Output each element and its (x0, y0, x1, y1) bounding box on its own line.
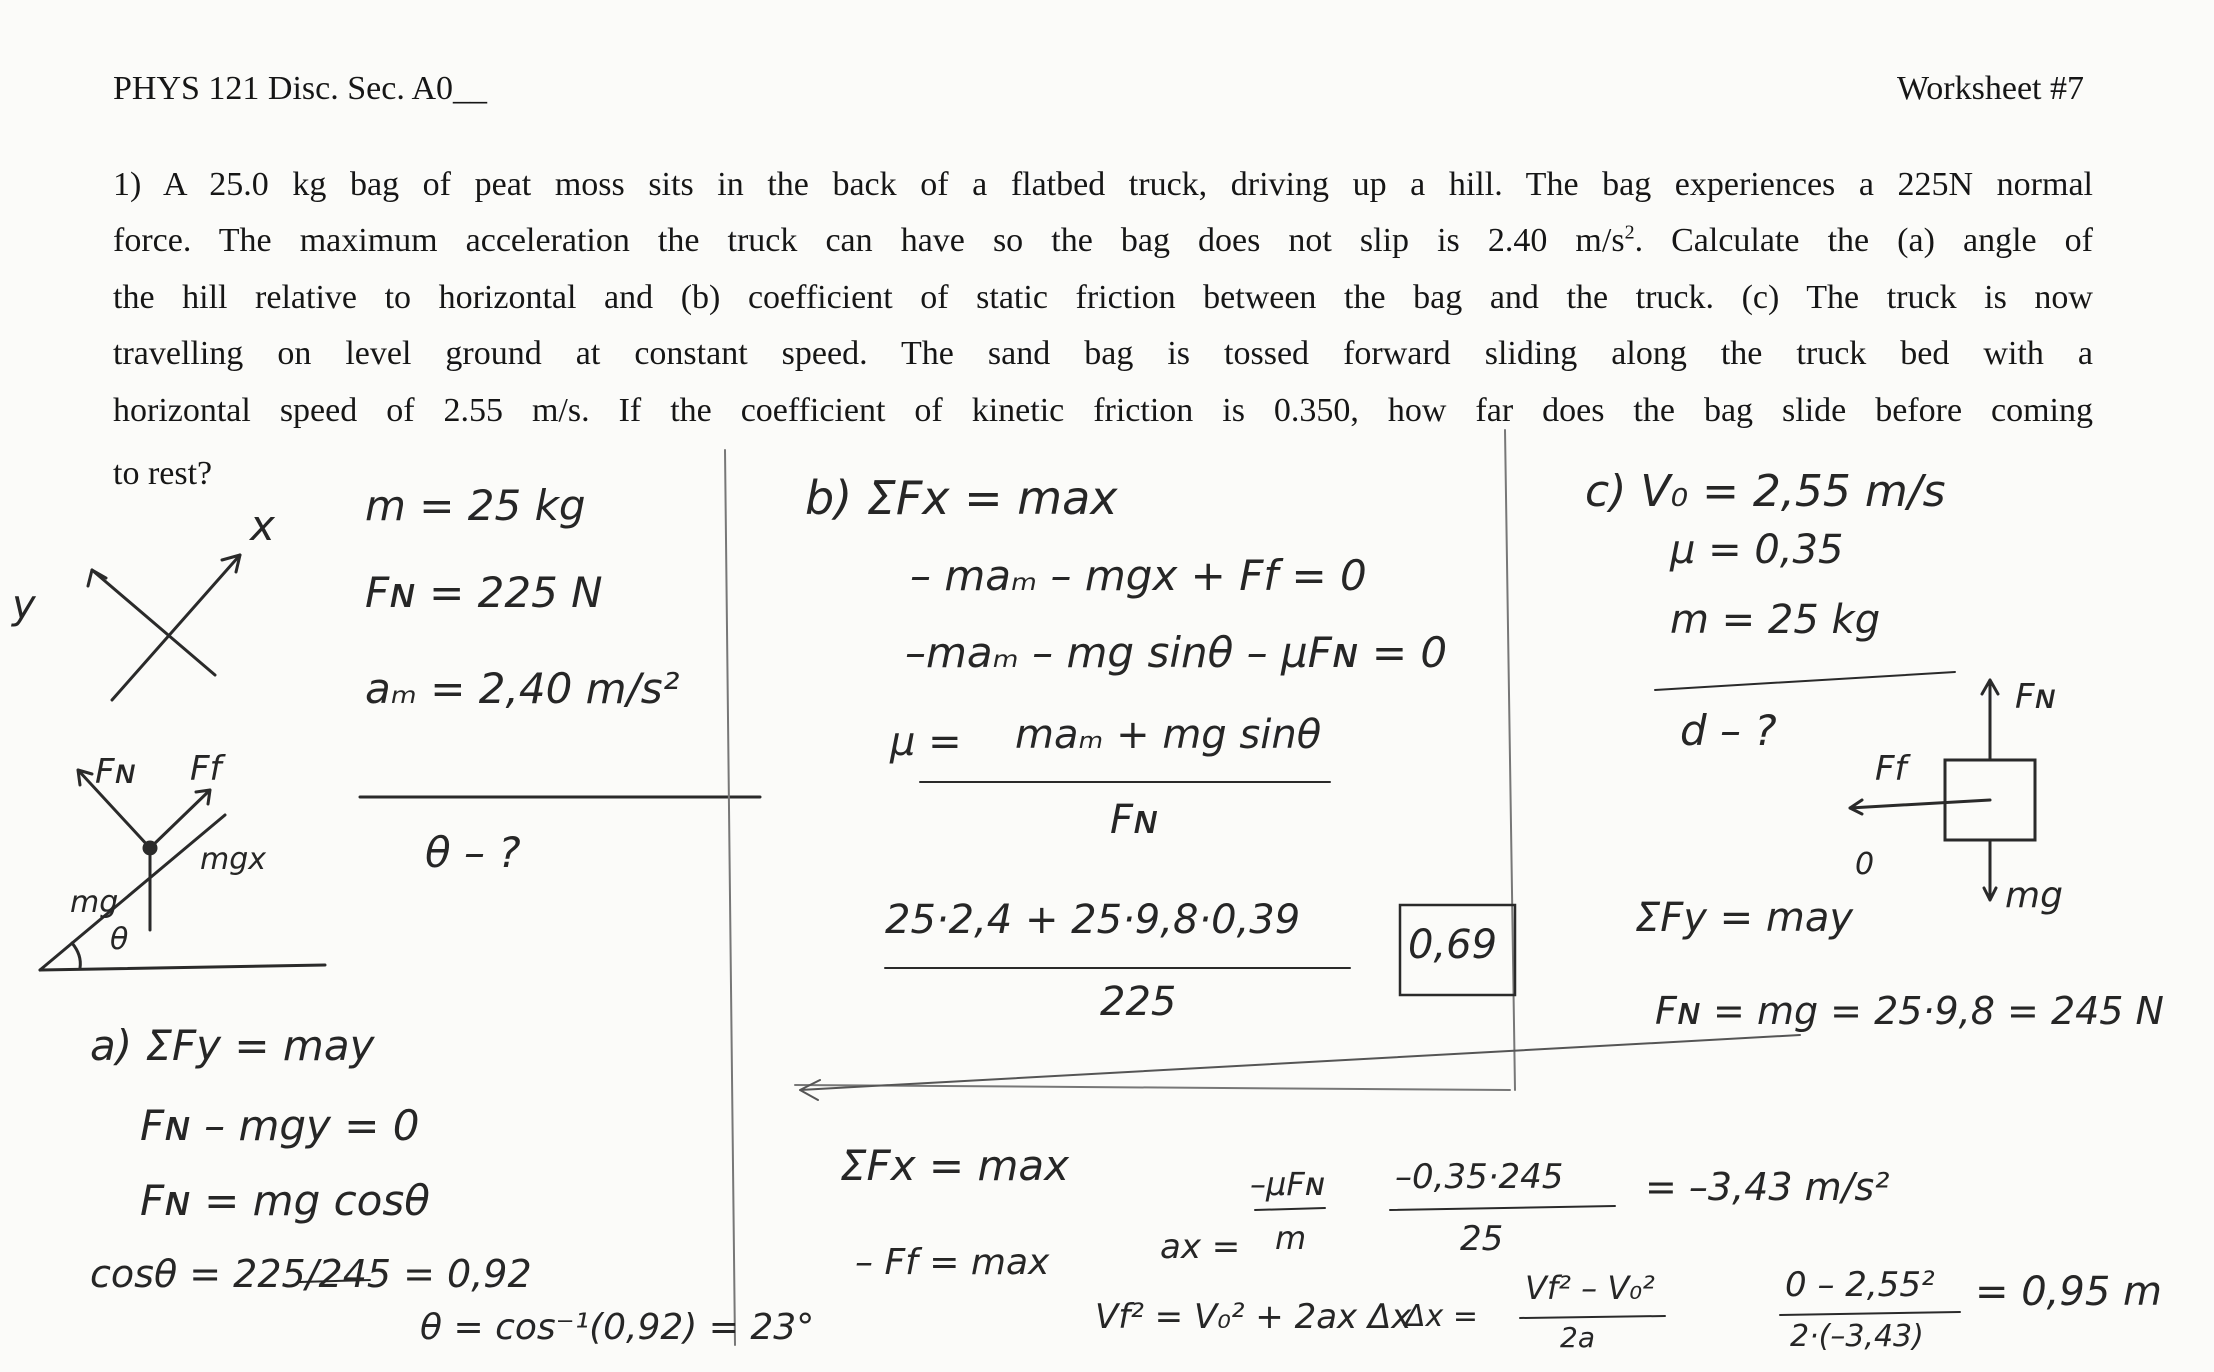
problem-line-1: 1) A 25.0 kg bag of peat moss sits in the back of a flatbed truck, driving up a hill. The bag experiences a 225N normal (113, 166, 2093, 203)
given-acceleration: aₘ = 2,40 m/s² (365, 664, 680, 713)
divider-right-vertical (1505, 430, 1515, 1090)
fraction-bar-cax1 (1255, 1208, 1325, 1210)
part-b-line-5-den: 225 (1100, 979, 1177, 1025)
axes-cross-line-2 (112, 555, 240, 700)
part-c-ax-den2: 25 (1460, 1219, 1504, 1259)
fbd-point (144, 842, 156, 854)
connector-arrow (800, 1035, 1800, 1100)
block-c-fn-arrow (1982, 680, 1998, 760)
part-b-line-1: b) ΣFx = max (805, 471, 1118, 525)
incline-ground (40, 965, 325, 970)
part-c-ax-value: = –3,43 m/s² (1645, 1165, 1890, 1209)
angle-arc (72, 943, 80, 968)
fraction-bar-cdx (1520, 1316, 1665, 1318)
block-c-mg-arrow (1984, 840, 1996, 900)
part-a-line-5: θ = cos⁻¹(0,92) = 23° (420, 1307, 815, 1348)
given-mass: m = 25 kg (365, 481, 586, 530)
part-a-line-4: cosθ = 225/245 = 0,92 (90, 1252, 532, 1296)
part-c-ax-num1: –μFɴ (1250, 1165, 1326, 1203)
part-b-result: 0,69 (1408, 922, 1498, 968)
problem-line-6: to rest? (113, 455, 213, 492)
divider-middle-horizontal (795, 1085, 1510, 1090)
problem-line-3: the hill relative to horizontal and (b) coefficient of static friction between the bag and the truck. (c) The truck is now (113, 279, 2093, 316)
problem-line-4: travelling on level ground at constant speed. The sand bag is tossed forward sliding along the truck bed with a (113, 335, 2093, 372)
axis-y-arrowhead (88, 570, 106, 586)
axes-cross-line-1 (92, 570, 215, 675)
part-c-sum-fy: ΣFy = may (1635, 895, 1854, 941)
part-b-line-3: –maₘ – mg sinθ – μFɴ = 0 (905, 628, 1448, 677)
part-c-calc-den: 2·(–3,43) (1790, 1319, 1924, 1354)
part-c-fn-eq: Fɴ = mg = 25·9,8 = 245 N (1655, 989, 2164, 1033)
part-c-kinematics: Vf² = V₀² + 2ax Δx (1095, 1297, 1412, 1337)
problem-line-2b: . Calculate the (a) angle of (1634, 222, 2094, 259)
part-c-dx-den: 2a (1560, 1321, 1595, 1354)
part-b-line-4-den: Fɴ (1110, 797, 1159, 843)
problem-line-5: horizontal speed of 2.55 m/s. If the coefficient of kinetic friction is 0.350, how far does the bag slide before coming (113, 392, 2093, 429)
unknown-theta: θ – ? (425, 828, 521, 877)
part-c-ax-num2: –0,35·245 (1395, 1157, 1564, 1197)
fbd-theta-label: θ (110, 922, 129, 957)
block-c-fn-label: Fɴ (2015, 677, 2057, 717)
part-c-v0: c) V₀ = 2,55 m/s (1585, 466, 1946, 517)
part-a-line-3: Fɴ = mg cosθ (140, 1176, 430, 1225)
problem-line-2a: force. The maximum acceleration the truck can have so the bag does not slip is 2.40 m/s (113, 222, 1625, 259)
problem-line-2-sup: 2 (1624, 221, 1635, 244)
part-a-line-1: a) ΣFy = may (90, 1021, 375, 1070)
part-c-unknown-d: d – ? (1680, 706, 1777, 755)
part-c-dx-num: Vf² – V₀² (1525, 1269, 1655, 1307)
axis-y-label: y (12, 582, 36, 628)
part-c-ax-label: ax = (1160, 1227, 1241, 1267)
incline-slope (40, 815, 225, 970)
fbd-ff-arrow (150, 790, 210, 848)
fraction-bar-cax2 (1390, 1206, 1615, 1210)
divider-left-vertical (725, 450, 735, 1345)
block-c-ff-label: Ff (1875, 749, 1907, 789)
given-underline-c (1655, 672, 1955, 690)
part-c-final-answer: = 0,95 m (1975, 1269, 2162, 1315)
problem-line-2 (113, 221, 2094, 259)
part-b-line-4-num: maₘ + mg sinθ (1015, 712, 1322, 758)
fraction-bar-ccalc (1780, 1312, 1960, 1315)
axis-x-label: x (250, 501, 275, 550)
part-c-ff-eq: – Ff = max (855, 1242, 1050, 1283)
fbd-fn-label: Fɴ (95, 752, 137, 792)
fbd-mgx-label: mgx (200, 842, 267, 877)
part-c-mu: μ = 0,35 (1670, 527, 1844, 573)
part-c-mass: m = 25 kg (1670, 597, 1881, 643)
part-b-line-5-num: 25·2,4 + 25·9,8·0,39 (885, 897, 1301, 943)
block-c-mg-label: mg (2005, 875, 2063, 916)
part-c-zero: 0 (1855, 847, 1875, 882)
part-c-dx-label: Δx = (1405, 1299, 1478, 1334)
course-header: PHYS 121 Disc. Sec. A0__ (113, 70, 488, 107)
part-c-ax-den1: m (1275, 1219, 1307, 1257)
part-b-line-4-lhs: μ = (890, 719, 962, 765)
worksheet-title: Worksheet #7 (1896, 70, 2084, 107)
part-b-line-2: – maₘ – mgx + Ff = 0 (910, 551, 1367, 600)
part-c-calc-num: 0 – 2,55² (1785, 1265, 1935, 1305)
part-a-line-2: Fɴ – mgy = 0 (140, 1101, 420, 1150)
given-normal-force: Fɴ = 225 N (365, 568, 603, 617)
part-c-sum-fx: ΣFx = max (840, 1141, 1069, 1190)
fbd-ff-label: Ff (190, 749, 222, 789)
block-c-ff-arrow (1850, 800, 1990, 814)
fbd-mg-label: mg (70, 885, 119, 920)
